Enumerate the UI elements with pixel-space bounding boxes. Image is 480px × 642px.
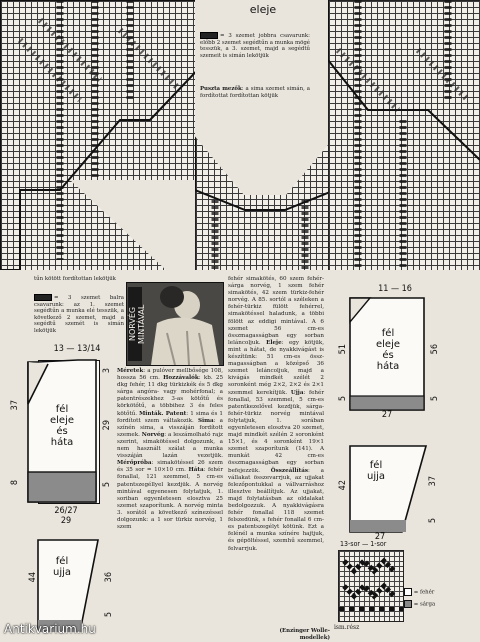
photo	[126, 282, 224, 366]
dim-rb-left: 42	[338, 480, 348, 491]
article-col-2: fehér simakötés, 60 szem fehér-sárga norvég, 1 szem fehér simakötés, 42 szem türkiz-fehér norvég. A 85. sortól a széleken a fehér-türkiz fülött fehérrel, simakötéssel haladunk, a többi fölött az eddigi mintával. A 6 szemet 56 cm-es összmagasságban egy sorban leláncoljuk. Eleje: egy kötjük, mint a hátat, de nyakkivágást is készítünk: 51 cm-es össz-magasságban a középső 36 szemet leláncoljuk, majd a kivágás mindkét szélét 2 soronként még 2×2, 2×2 és 2×1 szemmel kerekítjük. Ujja: fehér fonallal, 53 szemmel, 5 cm-es patentkezelővel kezdjük, sárga-fehér-türkiz norvég mintával folytatjuk, 1. sorában egyenletesen elosztva 20 szemet, majd mindkét szélén 2 soronként 15×1, és 4 soronként 19×1 szemet szaporítunk (141). A munkát 42 cm-es összmagasságban egy sorban befejezzük. Összeállítás: a vállakat összevarrjuk, az ujjakat felezőpontukkal a vállvarráshoz illesztve beállítjuk. Az ujjakat, majd folytatásban az oldalakat bedolgozzuk. A nyakkivágásra fehér fonallal 118 szemet felszedünk, s fehér fonallal 6 cm-es patentszegélyt kötünk. Ezt a felénél a munka színére hajtjuk, és gépöltéssel, szemhű szemmel, felvarrjuk.	[228, 276, 325, 552]
dim-rb-right-1: 37	[428, 476, 438, 487]
symbol-cross-right-icon	[200, 32, 218, 39]
chart-title: eleje	[233, 4, 293, 15]
small-chart-start: ism.rész	[334, 624, 360, 631]
credit: (Enzinger Wolle-modellek)	[279, 628, 330, 642]
diagram-right-body	[332, 284, 452, 422]
symbol-cross-left-icon	[34, 294, 52, 301]
dim-rt-left-2: 5	[338, 396, 348, 402]
diagram-left-sleeve-label: fél ujja	[52, 556, 72, 578]
dim-sleeve-right-1: 36	[104, 572, 114, 583]
legend-item-yellow: = sárga	[404, 600, 474, 609]
watermark: Antikvarium.hu	[4, 622, 96, 636]
photo-caption: NORVÉG MINTÁVAL	[128, 287, 142, 361]
mid-note-1: tűn kötött fordítottan lekötjük	[34, 276, 116, 282]
chart-top-left	[0, 0, 207, 270]
dim-rt-right-2: 5	[430, 396, 440, 402]
diagram-right-body-label: fél eleje és háta	[375, 328, 400, 372]
dim-right-2: 3	[102, 368, 112, 374]
small-chart	[338, 550, 404, 622]
dim-rb-right-2: 5	[428, 518, 438, 524]
chart-top-right	[328, 0, 480, 270]
dim-rb-bottom: 27	[374, 532, 386, 542]
dim-right-3: 5	[102, 482, 112, 488]
dim-left-2: 8	[10, 480, 20, 486]
dim-sleeve-right-2: 5	[104, 612, 114, 618]
dim-rt-left-1: 51	[338, 344, 348, 355]
dim-left-1: 37	[10, 400, 20, 411]
dim-bottom: 26/27	[54, 506, 78, 516]
diagram-left-body-label: fél eleje és háta	[49, 404, 74, 448]
mid-note-2: = 3 szemet balra csavarunk: az 1. szemet segédtűn a munka elé tesszük, a következő 2 szemet, majd a segédtű szemét is simán lekötjük	[34, 295, 124, 334]
diagram-right-sleeve-label: fél ujja	[366, 460, 386, 482]
dim-top: 13 — 13/14	[53, 344, 101, 354]
top-note-2: Puszta mezők: a sima szemet simán, a fordítottat fordítottan kötjük	[200, 86, 310, 99]
top-note-1: = 3 szemet jobbra csavarunk: előbb 2 szemet segédtűn a munka mögé tesszük, a 3. szemet, majd a segédtű szemeit is simán lekötjük	[200, 33, 310, 59]
article-col-1: Méretek: a pulóver mellbősége 108, hossza 56 cm. Hozzávalók: kb. 25 dkg fehér, 11 dkg türkizkék és 5 dkg sárga angóra- vagy mohérfonal; a patentrészekhez 3-as kötőtű és körkötőtű, a többihez 3 és feles kötőtű. Minták. Patent: 1 sima és 1 fordított szem váltakozik. Sima: a színén sima, a visszáján fordított szemek. Norvég: a leszámolható rajz szerint, simakötéssel dolgozunk, a nem használt szálat a munka visszáján lazán vezetjük. Mérőpróba: simakötéssel 26 szem és 35 sor = 10×10 cm. Háta: fehér fonallal, 121 szemmel, 5 cm-es patentszegéllyel kezdjük. A norvég mintával egyenesen folytatjuk, 1. soriban egyenletesen elosztva 25 szemet szaporítunk. A norvég minta 3. sorától a következő színezéssel dolgozunk: a 1 sor türkiz norvég, 1 szem	[117, 368, 224, 531]
diagram-left-sleeve	[8, 532, 118, 632]
legend-item-white: = fehér	[404, 588, 474, 597]
diagram-right-sleeve	[332, 440, 452, 540]
dim-right-1: 29	[102, 420, 112, 431]
dim-right-top: 11 — 16	[378, 284, 412, 294]
dim-rt-right-1: 56	[430, 344, 440, 355]
dim-rt-bottom: 27	[381, 410, 393, 420]
small-chart-rows: 13-sor — 1-sor	[340, 540, 387, 548]
diagram-left-body	[8, 344, 116, 528]
dim-sleeve-left: 44	[28, 572, 38, 583]
dim-bottom-2: 29	[60, 516, 72, 526]
